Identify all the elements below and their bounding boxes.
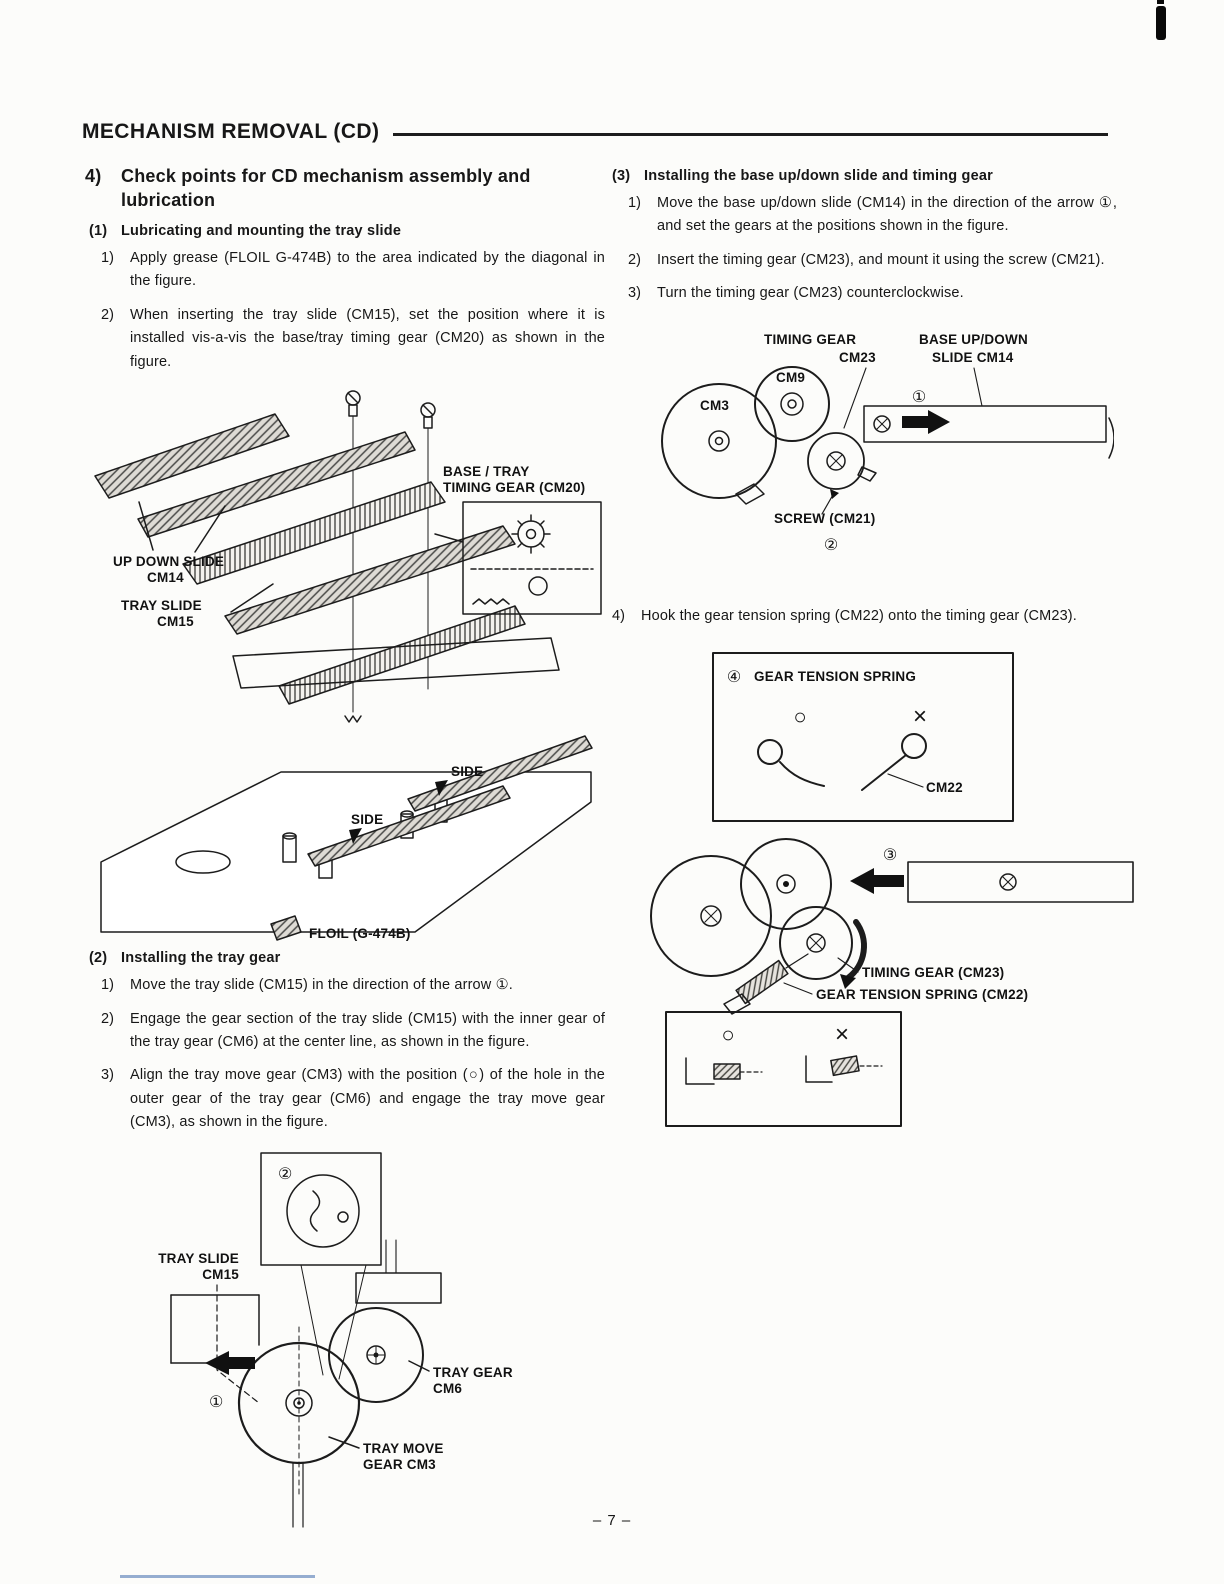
step-text: When inserting the tray slide (CM15), set the position where it is installed vis-a-vis the base/tray timing gear (CM20) as shown in the figure. [130,306,605,370]
label-timing-gear: TIMING GEAR [764,331,857,347]
figure-gear-tension-spring-detail [710,650,1020,826]
step-number: 2) [101,1010,114,1027]
magnified-view-circle [287,1175,359,1247]
badge-3: ③ [882,847,898,865]
step-number: 2) [101,306,114,323]
step-item [101,247,605,294]
step-item [628,282,1117,305]
step-number: 1) [628,195,641,211]
label-tray-slide-2: CM15 [157,614,194,630]
step-item [101,304,605,374]
mount-correct-drawing [686,1058,762,1084]
step-item [101,1008,605,1055]
ok-mark: ○ [721,1022,735,1048]
subsection-title: Installing the base up/down slide and timing gear [644,168,993,184]
step-item [101,1064,605,1134]
label-tray-slide-2: CM15 [202,1266,239,1282]
step-number: 1) [101,977,114,994]
label-cm9: CM9 [776,369,806,385]
label-base-tray-timing-gear-2: TIMING GEAR (CM20) [443,480,586,496]
subsection-heading-1 [89,223,605,239]
gear-rack-plate [279,606,525,704]
title-rule [393,133,1108,135]
ok-ng-box [666,1012,901,1126]
label-cm3: CM3 [700,397,730,413]
subsection-heading-3 [612,168,1117,184]
tray-gear-drawing [329,1308,423,1402]
step-text: Apply grease (FLOIL G-474B) to the area indicated by the diagonal in the figure. [130,249,605,290]
spring-correct-drawing [758,740,824,786]
subsection-number: (2) [89,950,108,967]
label-cm22: CM22 [926,780,963,796]
step-number: 2) [628,251,641,268]
ng-mark: × [834,1021,850,1049]
label-timing-gear-cm23: TIMING GEAR (CM23) [862,965,1005,981]
step-text: Align the tray move gear (CM3) with the position (○) of the hole in the outer gear of the tray gear (CM6) and engage the tray move gear (CM3), as shown in the figure. [130,1067,605,1131]
label-tray-gear-2: CM6 [433,1380,463,1396]
ok-mark: ○ [793,704,807,730]
screw-cross-icon [874,416,890,432]
label-base-updown-slide: BASE UP/DOWN [919,331,1028,347]
section-heading [85,164,605,213]
spring-icon [345,716,361,722]
figure-timing-gear-spring [636,836,1136,1138]
ng-mark: × [912,703,928,731]
figure-tray-gear [151,1145,571,1530]
label-side-a: SIDE [451,764,484,780]
step-text: Insert the timing gear (CM23), and mount it using the screw (CM21). [657,251,1105,268]
subsection-number: (1) [89,222,108,239]
slide-bracket [356,1273,441,1303]
label-base-tray-timing-gear: BASE / TRAY [443,464,530,480]
label-tray-gear: TRAY GEAR [433,1364,513,1380]
label-timing-gear-2: CM23 [839,349,876,365]
label-tray-slide: TRAY SLIDE [121,598,202,614]
step-number: 4) [612,607,625,624]
tray-move-gear-drawing [239,1327,359,1497]
spring-squiggle [310,1191,319,1231]
badge-4: ④ [726,669,742,687]
badge-2: ② [823,536,839,554]
step-number: 3) [101,1067,114,1084]
label-gear-tension-spring-cm22: GEAR TENSION SPRING (CM22) [816,987,1029,1003]
label-screw-cm21: SCREW (CM21) [774,510,876,526]
step-item-4 [612,605,1117,628]
label-floil: FLOIL (G-474B) [309,926,411,942]
badge-2: ② [278,1165,293,1183]
label-base-updown-slide-2: SLIDE CM14 [932,349,1014,365]
scan-artifact-dot [1157,0,1164,4]
badge-1: ① [911,388,927,406]
badge-1: ① [209,1393,224,1411]
label-side-b: SIDE [351,812,384,828]
page-number: – 7 – [592,1512,632,1529]
scan-artifact-line [120,1575,315,1578]
label-tray-slide: TRAY SLIDE [158,1250,239,1266]
step-text: Move the base up/down slide (CM14) in the direction of the arrow ①, and set the gears at the positions shown in the figure. [657,195,1117,235]
step-item [101,974,605,997]
page-header [82,120,1108,144]
callout-box [463,502,601,614]
step-item [628,249,1117,272]
label-gear-tension-spring: GEAR TENSION SPRING [754,669,917,685]
step-number: 3) [628,285,641,302]
step-text: Engage the gear section of the tray slide (CM15) with the inner gear of the tray gear (CM6) at the center line, as shown in the figure. [130,1010,605,1050]
right-column [612,164,1117,1138]
subsection-heading-2 [89,950,605,966]
step-text: Hook the gear tension spring (CM22) onto the timing gear (CM23). [641,607,1077,624]
section-number: 4) [85,166,102,186]
spring-wrong-drawing [862,734,926,790]
updown-slide-bar [908,862,1133,902]
scan-artifact-mark [1156,6,1166,40]
step-item [628,192,1117,239]
gear-small-drawing [741,839,831,929]
figure-tray-slide-exploded [83,384,603,946]
screw-cross-icon [1000,874,1016,890]
label-tray-move-gear-2: GEAR CM3 [363,1456,436,1472]
step-text: Move the tray slide (CM15) in the direction of the arrow ①. [130,977,513,994]
subsection-title: Lubricating and mounting the tray slide [121,222,402,239]
label-updown-slide: UP DOWN SLIDE [113,554,225,570]
section-title: Check points for CD mechanism assembly and lubrication [121,166,531,211]
subsection-number: (3) [612,168,631,184]
figure-updown-slide-timing-gear [614,326,1114,561]
timing-gear-icon [512,515,550,553]
direction-arrow-right-icon [902,410,950,434]
step-text: Turn the timing gear (CM23) counterclockwise. [657,285,964,302]
updown-slide-bar [864,406,1106,442]
mount-wrong-drawing [806,1056,882,1082]
page-title: MECHANISM REMOVAL (CD) [82,120,380,143]
label-updown-slide-2: CM14 [147,570,184,586]
left-column [85,164,605,1530]
step-number: 1) [101,249,114,266]
direction-arrow-left-icon [850,868,904,894]
label-tray-move-gear: TRAY MOVE [363,1440,444,1456]
subsection-title: Installing the tray gear [121,950,281,967]
